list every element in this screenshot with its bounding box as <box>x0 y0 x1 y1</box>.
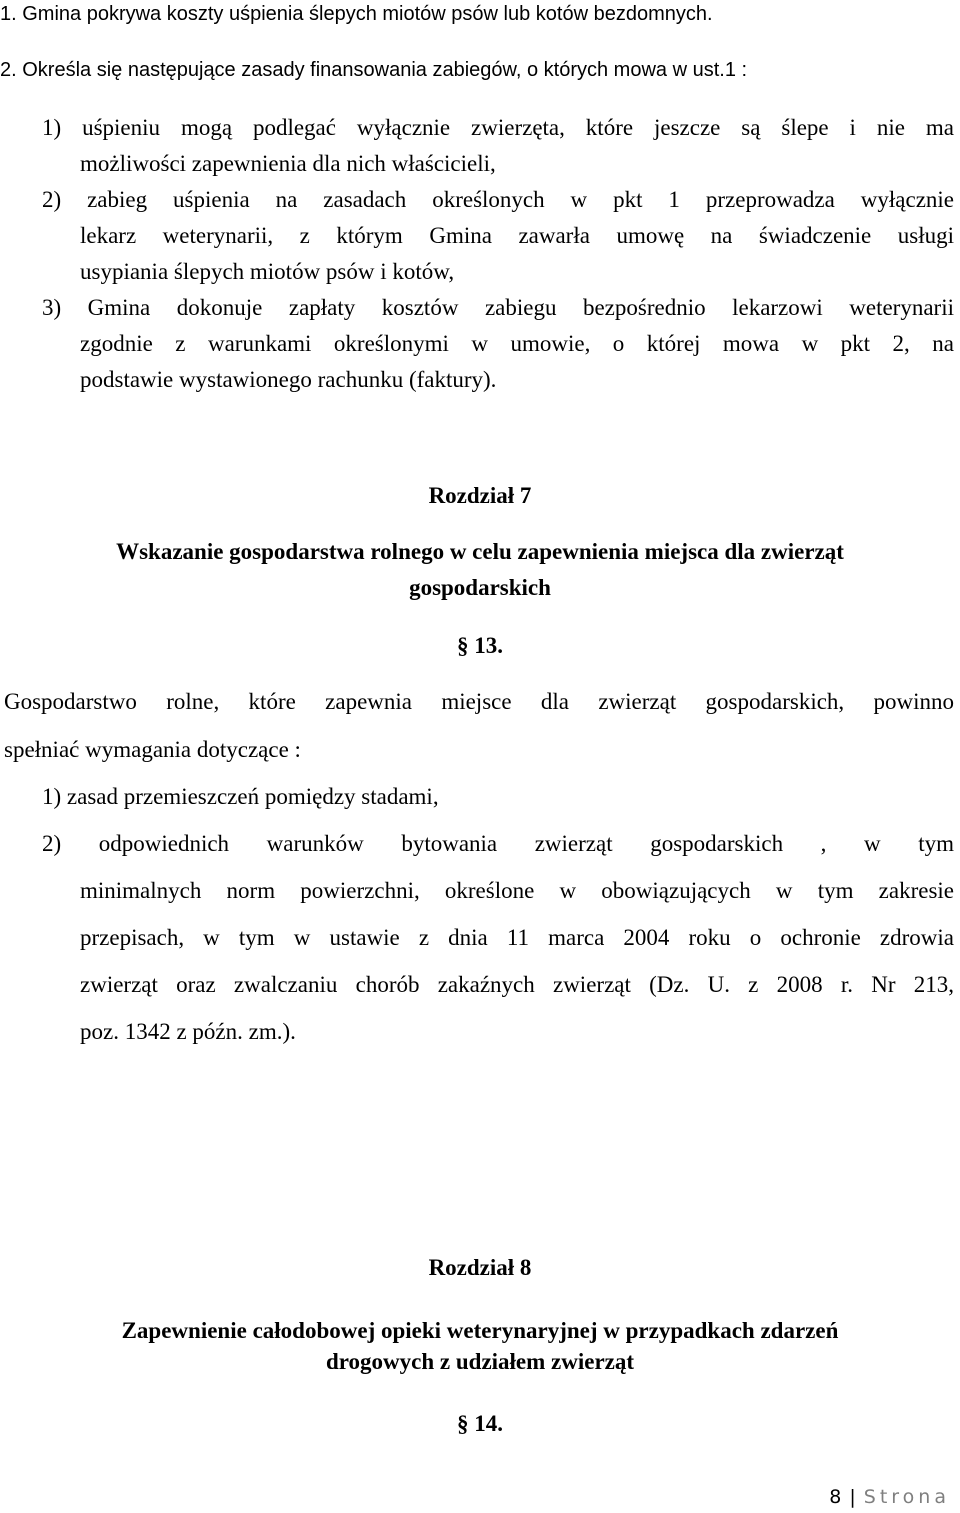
section-13-text-line-1: Gospodarstwo rolne, które zapewnia miejsce dla zwierząt gospodarskich, powinno <box>4 689 954 714</box>
section-14-marker: § 14. <box>457 1411 503 1436</box>
list-item-3-line-3: podstawie wystawionego rachunku (faktury). <box>80 367 497 392</box>
chapter-7-title-line-2: gospodarskich <box>409 575 551 600</box>
chapter-8-title-line-2: drogowych z udziałem zwierząt <box>325 1349 635 1374</box>
chapter-7-title-line-1: Wskazanie gospodarstwa rolnego w celu zapewnienia miejsca dla zwierząt <box>116 539 844 564</box>
list-item-1-line-2: możliwości zapewnienia dla nich właścicieli, <box>80 151 496 176</box>
list-item-3-line-2: zgodnie z warunkami określonymi w umowie, o której mowa w pkt 2, na <box>80 331 954 356</box>
page-footer <box>829 1488 950 1507</box>
page-label: Strona <box>863 1486 950 1508</box>
page-number: 8 <box>829 1486 842 1508</box>
intro-paragraph-1: 1. Gmina pokrywa koszty uśpienia ślepych miotów psów lub kotów bezdomnych. <box>0 3 713 25</box>
section-13-list-item-2-line-5: poz. 1342 z późn. zm.). <box>80 1019 296 1044</box>
list-item-1-line-1: 1) uśpieniu mogą podlegać wyłącznie zwierzęta, które jeszcze są ślepe i nie ma <box>42 115 954 140</box>
section-13-text-line-2: spełniać wymagania dotyczące : <box>4 737 301 762</box>
list-item-2-line-2: lekarz weterynarii, z którym Gmina zawarła umowę na świadczenie usługi <box>80 223 954 248</box>
section-13-list-item-2-line-1: 2) odpowiednich warunków bytowania zwierząt gospodarskich , w tym <box>42 831 954 856</box>
section-13-marker: § 13. <box>457 633 503 658</box>
section-13-list-item-1: 1) zasad przemieszczeń pomiędzy stadami, <box>42 784 439 809</box>
chapter-8-title-line-1: Zapewnienie całodobowej opieki weterynaryjnej w przypadkach zdarzeń <box>121 1318 839 1343</box>
list-item-2-line-1: 2) zabieg uśpienia na zasadach określonych w pkt 1 przeprowadza wyłącznie <box>42 187 954 212</box>
footer-separator: | <box>849 1486 856 1508</box>
section-13-list-item-2-line-3: przepisach, w tym w ustawie z dnia 11 marca 2004 roku o ochronie zdrowia <box>80 925 954 950</box>
section-13-list-item-2-line-2: minimalnych norm powierzchni, określone w obowiązujących w tym zakresie <box>80 878 954 903</box>
section-13-list-item-2-line-4: zwierząt oraz zwalczaniu chorób zakaźnych zwierząt (Dz. U. z 2008 r. Nr 213, <box>80 972 954 997</box>
list-item-2-line-3: usypiania ślepych miotów psów i kotów, <box>80 259 455 284</box>
chapter-8-heading: Rozdział 8 <box>428 1255 532 1280</box>
chapter-7-heading: Rozdział 7 <box>428 483 532 508</box>
intro-paragraph-2: 2. Określa się następujące zasady finansowania zabiegów, o których mowa w ust.1 : <box>0 59 748 81</box>
list-item-3-line-1: 3) Gmina dokonuje zapłaty kosztów zabiegu bezpośrednio lekarzowi weterynarii <box>42 295 954 320</box>
